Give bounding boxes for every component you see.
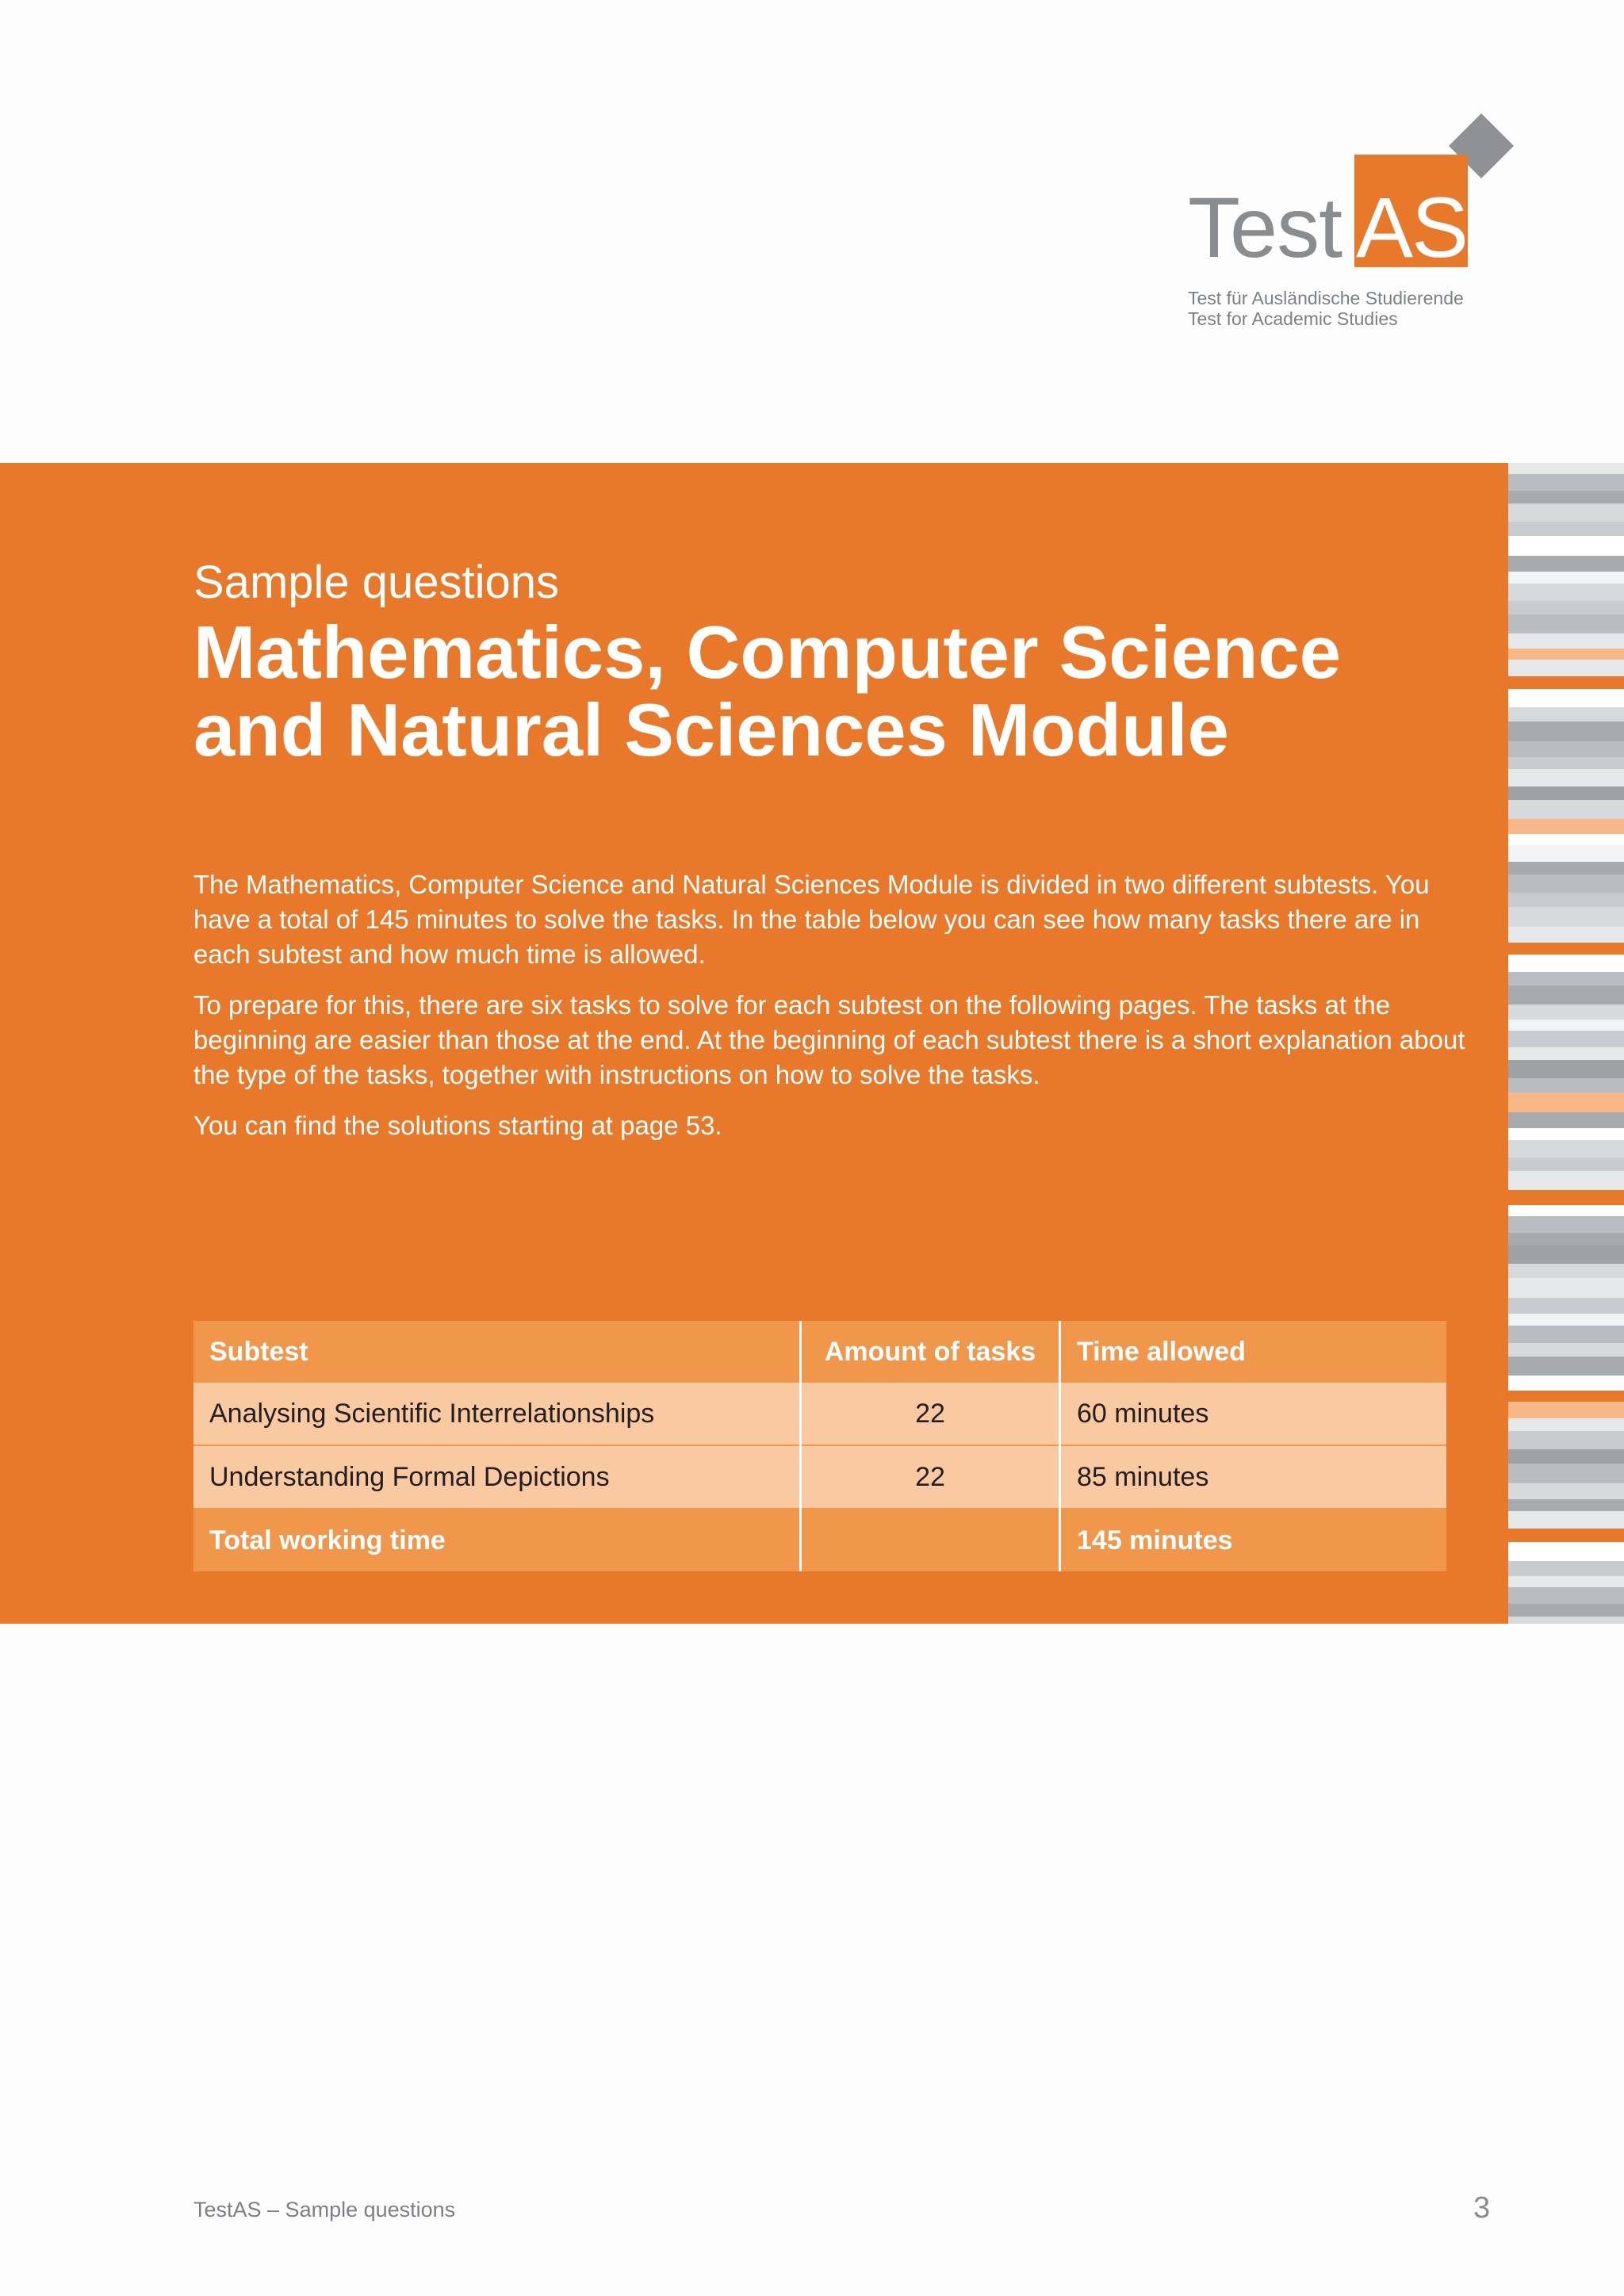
header-time-allowed: Time allowed: [1060, 1321, 1447, 1383]
stripe: [1508, 1031, 1624, 1047]
stripe: [1508, 955, 1624, 972]
stripe: [1508, 819, 1624, 834]
cell-total-time: 145 minutes: [1060, 1509, 1447, 1571]
stripe: [1508, 676, 1624, 689]
stripe: [1508, 1402, 1624, 1418]
stripe: [1508, 1376, 1624, 1391]
stripe: [1508, 1343, 1624, 1357]
stripe: [1508, 874, 1624, 893]
stripe: [1508, 1617, 1624, 1624]
stripe: [1508, 707, 1624, 721]
stripe: [1508, 1391, 1624, 1402]
stripe: [1508, 1246, 1624, 1264]
stripe: [1508, 907, 1624, 927]
stripe: [1508, 689, 1624, 707]
cell-subtest: Understanding Formal Depictions: [193, 1445, 801, 1509]
stripe: [1508, 1298, 1624, 1314]
stripe: [1508, 1093, 1624, 1112]
stripe: [1508, 972, 1624, 985]
stripe: [1508, 474, 1624, 491]
stripe: [1508, 1449, 1624, 1464]
table-row: [193, 1445, 1446, 1509]
stripe: [1508, 1576, 1624, 1587]
stripe: [1508, 536, 1624, 556]
stripe: [1508, 845, 1624, 862]
decorative-stripes: [1508, 463, 1624, 1624]
footer-document-title: TestAS – Sample questions: [193, 2198, 456, 2221]
stripe: [1508, 1158, 1624, 1171]
intro-paragraph-2: To prepare for this, there are six tasks to solve for each subtest on the following pages. The tasks at the beginning are easier than those at the end. At the beginning of each subtest there is a short explanation about the type of the tasks, together with instructions on how to solve the tasks.: [193, 990, 1465, 1089]
footer-page-number: 3: [1473, 2191, 1491, 2225]
stripe: [1508, 943, 1624, 955]
stripe: [1508, 601, 1624, 614]
stripe: [1508, 1561, 1624, 1576]
testas-logo: [1182, 115, 1515, 337]
stripe: [1508, 1190, 1624, 1205]
stripe: [1508, 1587, 1624, 1604]
header-amount-of-tasks: Amount of tasks: [801, 1321, 1060, 1383]
stripe: [1508, 614, 1624, 633]
stripe: [1508, 1314, 1624, 1326]
stripe: [1508, 1511, 1624, 1529]
stripe: [1508, 800, 1624, 819]
table-total-row: [193, 1509, 1446, 1571]
stripe: [1508, 1128, 1624, 1140]
intro-paragraph-3: You can find the solutions starting at page 53.: [193, 1111, 722, 1140]
stripe: [1508, 572, 1624, 584]
stripe: [1508, 834, 1624, 845]
logo-subtitle: [1188, 288, 1464, 329]
stripe: [1508, 1357, 1624, 1376]
stripe: [1508, 1047, 1624, 1060]
cell-amount: 22: [801, 1445, 1060, 1509]
stripe: [1508, 1278, 1624, 1298]
stripe: [1508, 584, 1624, 601]
stripe: [1508, 503, 1624, 522]
stripe: [1508, 463, 1624, 474]
subtest-table: [193, 1321, 1446, 1571]
stripe: [1508, 1431, 1624, 1449]
stripe: [1508, 927, 1624, 943]
stripe: [1508, 1020, 1624, 1031]
logo-word-as: AS: [1356, 179, 1468, 275]
intro-text: [193, 867, 1478, 1159]
stripe: [1508, 1264, 1624, 1278]
stripe: [1508, 741, 1624, 757]
cell-total-label: Total working time: [193, 1509, 801, 1571]
stripe: [1508, 633, 1624, 649]
table-header-row: [193, 1321, 1446, 1383]
stripe: [1508, 721, 1624, 741]
stripe: [1508, 1326, 1624, 1343]
cell-subtest: Analysing Scientific Interrelationships: [193, 1383, 801, 1445]
table-row: [193, 1383, 1446, 1445]
stripe: [1508, 1464, 1624, 1483]
stripe: [1508, 1060, 1624, 1078]
stripe: [1508, 893, 1624, 907]
stripe: [1508, 1233, 1624, 1246]
stripe: [1508, 862, 1624, 874]
cell-time: 60 minutes: [1060, 1383, 1447, 1445]
stripe: [1508, 556, 1624, 572]
stripe: [1508, 1418, 1624, 1431]
page-title: Mathematics, Computer Science and Natural Sciences Module: [193, 610, 1341, 771]
cell-amount: 22: [801, 1383, 1060, 1445]
stripe: [1508, 1604, 1624, 1617]
stripe: [1508, 522, 1624, 536]
stripe: [1508, 985, 1624, 1004]
stripe: [1508, 660, 1624, 676]
stripe: [1508, 757, 1624, 769]
section-kicker: Sample questions: [193, 557, 560, 608]
stripe: [1508, 1078, 1624, 1093]
stripe: [1508, 769, 1624, 786]
stripe: [1508, 1112, 1624, 1128]
stripe: [1508, 1140, 1624, 1158]
stripe: [1508, 649, 1624, 660]
stripe: [1508, 1171, 1624, 1190]
cell-total-amount: [801, 1509, 1060, 1571]
logo-subtitle-german: Test für Ausländische Studierende: [1188, 288, 1464, 308]
stripe: [1508, 1529, 1624, 1542]
stripe: [1508, 1205, 1624, 1216]
stripe: [1508, 1499, 1624, 1511]
stripe: [1508, 1483, 1624, 1499]
header-subtest: Subtest: [193, 1321, 801, 1383]
stripe: [1508, 1004, 1624, 1020]
intro-paragraph-1: The Mathematics, Computer Science and Natural Sciences Module is divided in two different subtests. You have a total of 145 minutes to solve the tasks. In the table below you can see how many tasks there are in each subtest and how much time is allowed.: [193, 870, 1430, 969]
logo-subtitle-english: Test for Academic Studies: [1188, 308, 1398, 329]
logo-word-test: Test: [1188, 179, 1342, 275]
cell-time: 85 minutes: [1060, 1445, 1447, 1509]
stripe: [1508, 786, 1624, 800]
stripe: [1508, 491, 1624, 503]
stripe: [1508, 1216, 1624, 1233]
stripe: [1508, 1542, 1624, 1561]
